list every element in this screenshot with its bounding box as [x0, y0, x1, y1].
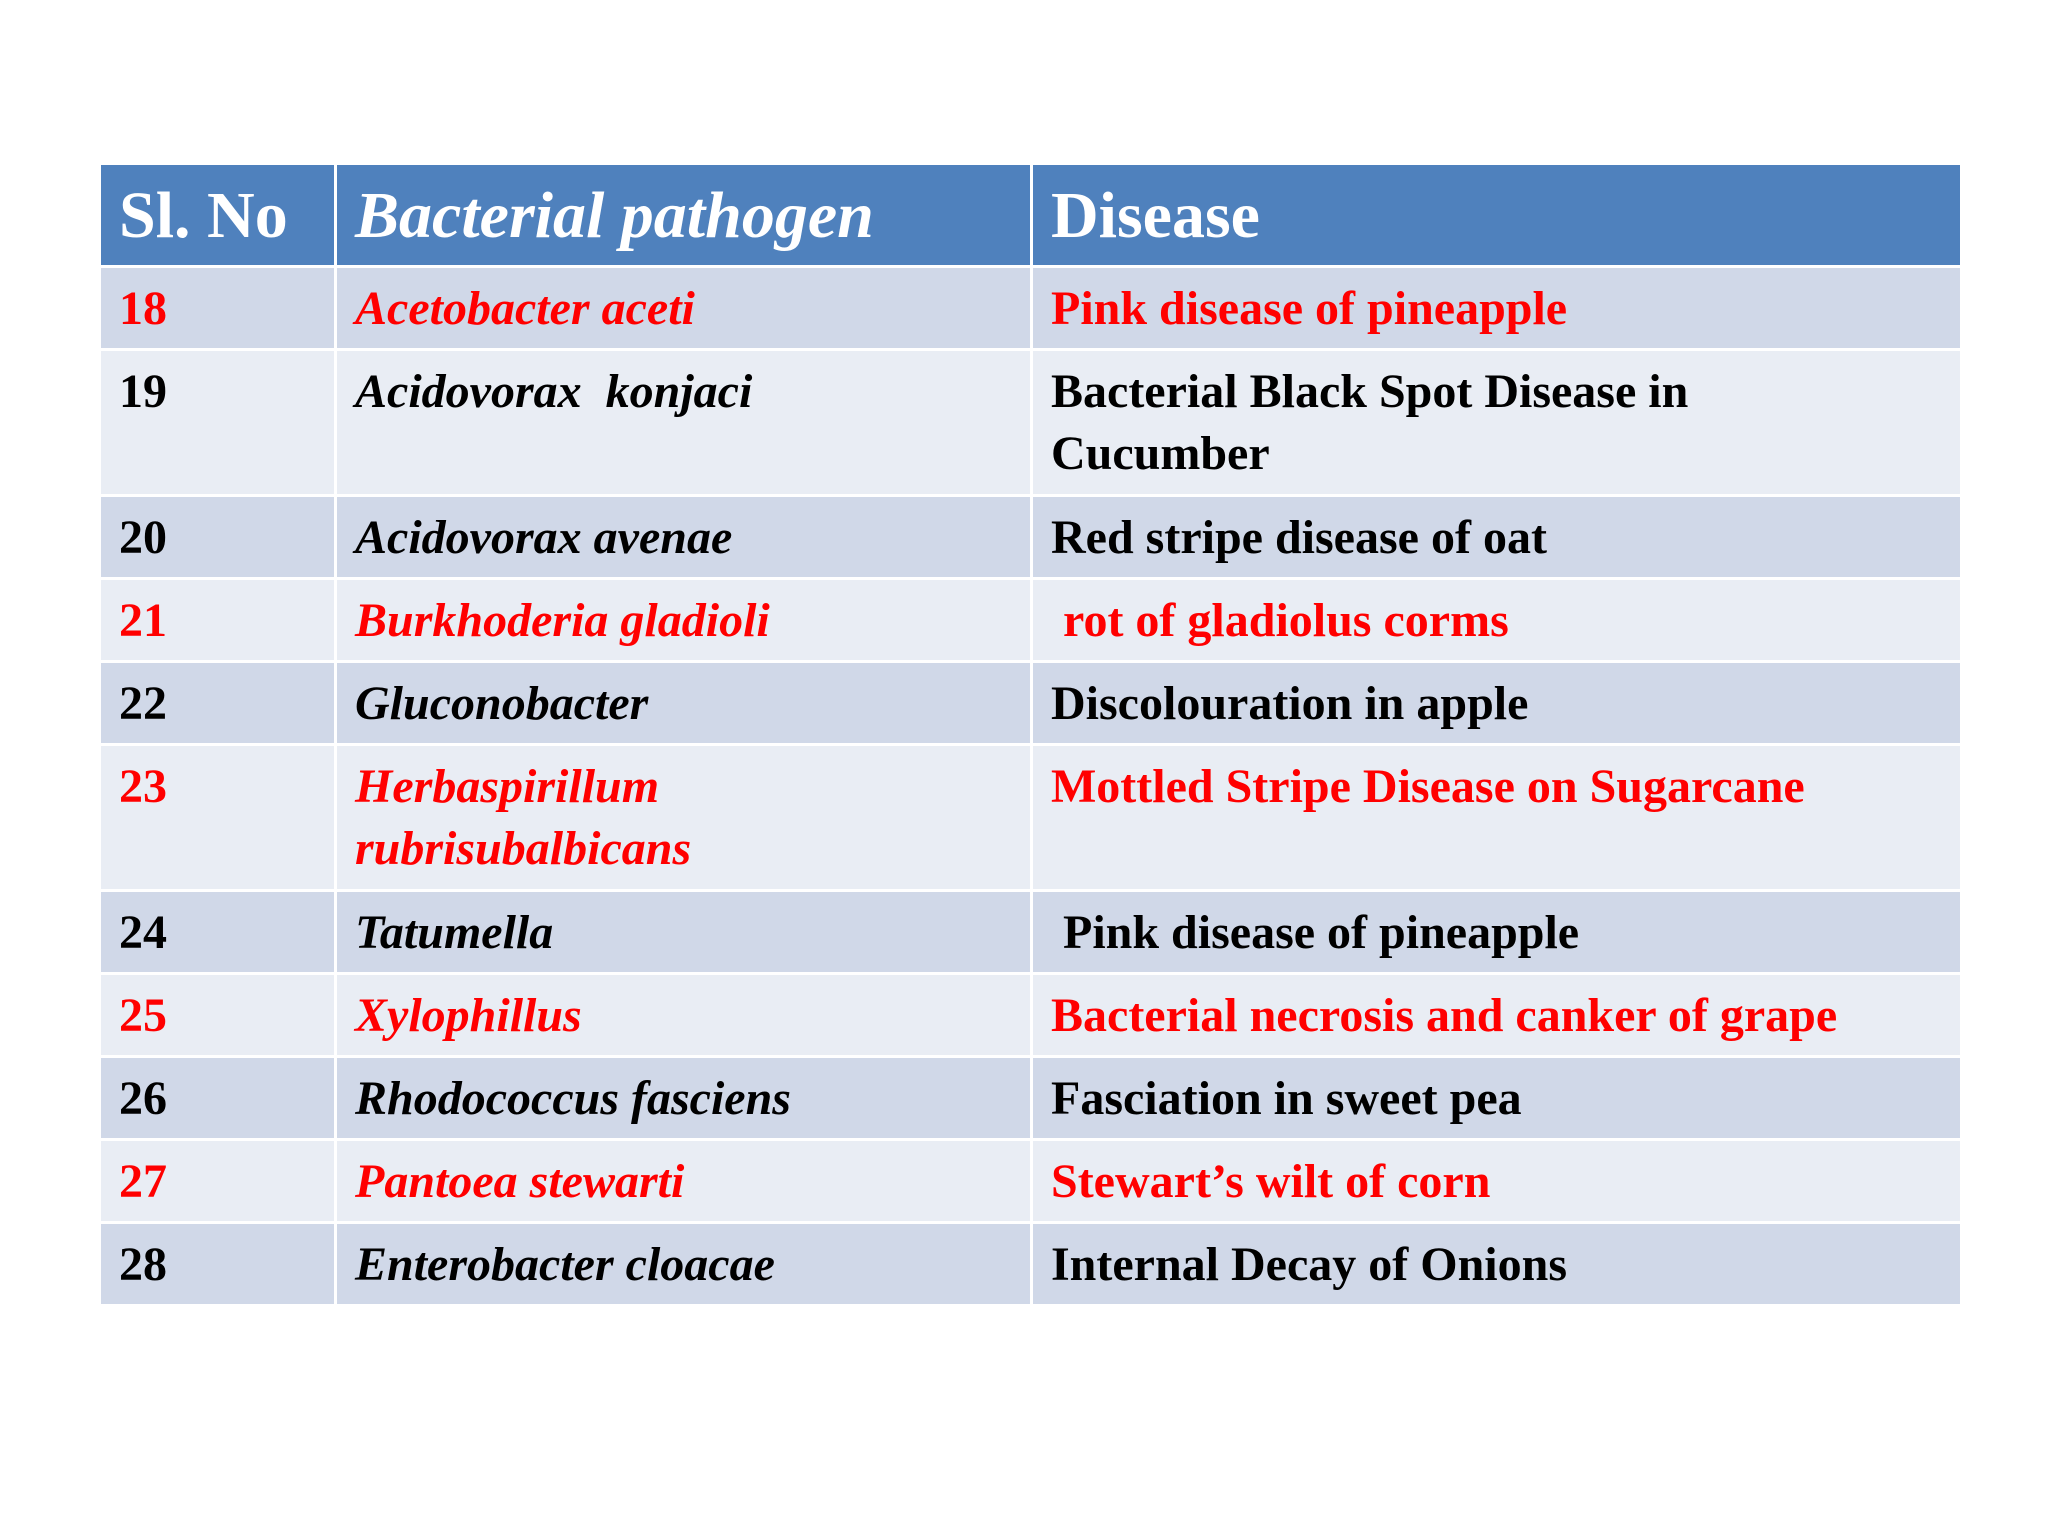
cell-pathogen: Pantoea stewarti — [336, 1140, 1032, 1223]
table-row — [100, 350, 1962, 496]
cell-pathogen: Acidovorax konjaci — [336, 350, 1032, 496]
cell-pathogen: Tatumella — [336, 891, 1032, 974]
header-sl-no: Sl. No — [100, 164, 336, 267]
cell-sl-no: 23 — [100, 745, 336, 891]
header-disease: Disease — [1032, 164, 1962, 267]
cell-pathogen: Herbaspirillum rubrisubalbicans — [336, 745, 1032, 891]
table-row — [100, 1057, 1962, 1140]
cell-disease: Bacterial necrosis and canker of grape — [1032, 974, 1962, 1057]
table-row — [100, 267, 1962, 350]
cell-disease: Fasciation in sweet pea — [1032, 1057, 1962, 1140]
cell-disease: Pink disease of pineapple — [1032, 891, 1962, 974]
table-row — [100, 745, 1962, 891]
cell-pathogen: Burkhoderia gladioli — [336, 579, 1032, 662]
cell-disease: Stewart’s wilt of corn — [1032, 1140, 1962, 1223]
table-row — [100, 662, 1962, 745]
table-row — [100, 579, 1962, 662]
cell-disease: Bacterial Black Spot Disease in Cucumber — [1032, 350, 1962, 496]
cell-pathogen: Gluconobacter — [336, 662, 1032, 745]
cell-sl-no: 21 — [100, 579, 336, 662]
cell-sl-no: 27 — [100, 1140, 336, 1223]
table-header-row — [100, 164, 1962, 267]
cell-disease: Internal Decay of Onions — [1032, 1223, 1962, 1306]
cell-sl-no: 26 — [100, 1057, 336, 1140]
cell-sl-no: 19 — [100, 350, 336, 496]
cell-pathogen: Acidovorax avenae — [336, 496, 1032, 579]
cell-pathogen: Xylophillus — [336, 974, 1032, 1057]
cell-sl-no: 22 — [100, 662, 336, 745]
cell-disease: rot of gladiolus corms — [1032, 579, 1962, 662]
table-row — [100, 1140, 1962, 1223]
header-bacterial-pathogen: Bacterial pathogen — [336, 164, 1032, 267]
cell-sl-no: 18 — [100, 267, 336, 350]
pathogen-disease-table — [98, 162, 1963, 1307]
cell-disease: Red stripe disease of oat — [1032, 496, 1962, 579]
table-row — [100, 1223, 1962, 1306]
table-row — [100, 891, 1962, 974]
cell-pathogen: Enterobacter cloacae — [336, 1223, 1032, 1306]
cell-pathogen: Rhodococcus fasciens — [336, 1057, 1032, 1140]
cell-sl-no: 25 — [100, 974, 336, 1057]
cell-pathogen: Acetobacter aceti — [336, 267, 1032, 350]
cell-sl-no: 20 — [100, 496, 336, 579]
table-row — [100, 974, 1962, 1057]
table-row — [100, 496, 1962, 579]
cell-disease: Pink disease of pineapple — [1032, 267, 1962, 350]
cell-sl-no: 24 — [100, 891, 336, 974]
cell-disease: Discolouration in apple — [1032, 662, 1962, 745]
cell-sl-no: 28 — [100, 1223, 336, 1306]
cell-disease: Mottled Stripe Disease on Sugarcane — [1032, 745, 1962, 891]
